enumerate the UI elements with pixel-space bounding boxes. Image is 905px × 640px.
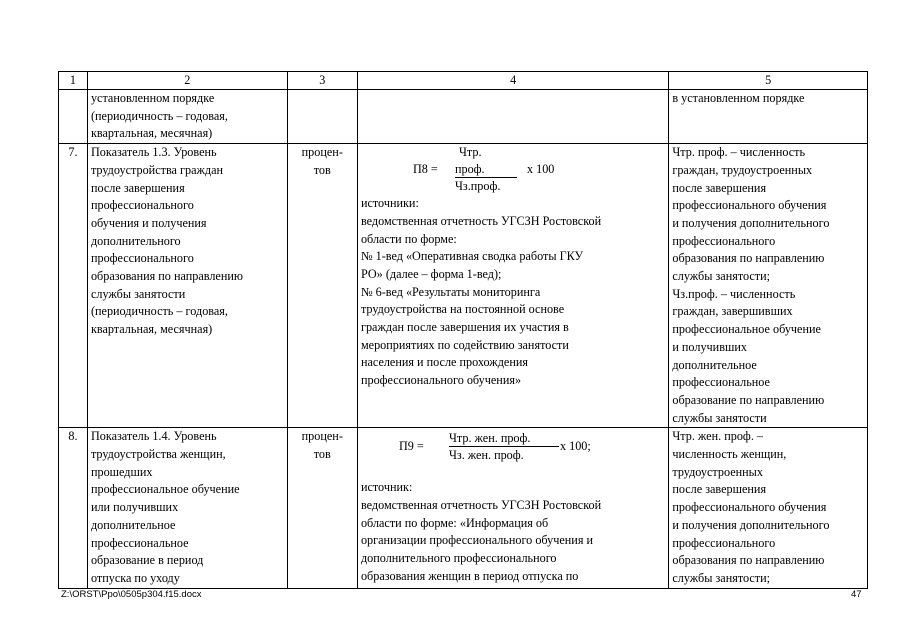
text-line: образования женщин в период отпуска по	[360, 568, 579, 583]
text-line: Чз.проф. – численность	[672, 286, 796, 301]
text-line: процен-	[301, 145, 343, 160]
text-line: образования по направлению	[672, 553, 825, 568]
text-line: области по форме:	[360, 231, 457, 246]
column-number-2: 2	[87, 72, 287, 90]
text-line: профессионального обучения	[672, 198, 827, 213]
column-number-3: 3	[287, 72, 357, 90]
text-line: профессионального обучения	[672, 500, 827, 515]
text-line: службы занятости;	[672, 570, 771, 585]
text-line: в установленном порядке	[672, 91, 805, 105]
column-number-5: 5	[669, 72, 868, 90]
method-cell	[357, 428, 668, 588]
formula-label: П9 =	[398, 439, 424, 454]
method-cell	[357, 144, 668, 428]
text-line: тов	[313, 447, 331, 462]
formula-multiplier: х 100;	[559, 439, 591, 454]
table-row-continuation	[59, 90, 868, 144]
formula-numerator: Чтр. жен. проф.	[449, 430, 559, 447]
text-line: ведомственная отчетность УГСЗН Ростовской	[360, 213, 602, 228]
text-line: области по форме: «Информация об	[360, 515, 549, 530]
formula-p9	[361, 428, 665, 479]
unit-cell	[287, 428, 357, 588]
text-line: образования по направлению	[90, 269, 243, 284]
text-line: прошедших	[90, 464, 153, 479]
text-line: (периодичность – годовая,	[90, 108, 228, 123]
text-line: отпуска по уходу	[90, 570, 180, 585]
text-line: профессионального обучения»	[360, 373, 522, 388]
text-line: и получивших	[672, 339, 747, 354]
formula-multiplier: х 100	[526, 162, 555, 177]
text-line: профессиональное	[672, 375, 770, 390]
text-line: процен-	[301, 429, 343, 444]
text-line: тов	[313, 162, 331, 177]
unit-cell	[287, 144, 357, 428]
text-line: организации профессионального обучения и	[360, 533, 593, 548]
text-line: граждан после завершения их участия в	[360, 320, 569, 335]
text-line: после завершения	[672, 482, 767, 497]
row-number-cell: 7.	[59, 144, 88, 428]
text-line: квартальная, месячная)	[90, 322, 213, 337]
text-line: № 1-вед «Оперативная сводка работы ГКУ	[360, 249, 584, 264]
text-line: граждан, трудоустроенных	[672, 162, 813, 177]
formula-label: П8 =	[412, 162, 438, 177]
text-line: Чтр. жен. проф. –	[672, 429, 764, 444]
notes-cell	[669, 90, 868, 144]
text-line: трудоустройства на постоянной основе	[360, 302, 565, 317]
text-line: профессиональное обучение	[90, 482, 240, 497]
unit-cell	[287, 90, 357, 144]
text-line: профессиональное	[90, 535, 189, 550]
text-line: после завершения	[90, 180, 185, 195]
text-line: населения и после прохождения	[360, 355, 528, 370]
table-header-row	[59, 72, 868, 90]
text-line: после завершения	[672, 180, 767, 195]
text-line: трудоустройства граждан	[90, 162, 224, 177]
text-line: трудоустроенных	[672, 464, 763, 479]
text-line: обучения и получения	[90, 215, 207, 230]
text-line: дополнительное	[90, 517, 176, 532]
formula-numerator: проф.	[455, 161, 517, 178]
formula-top-text: Чтр.	[458, 145, 482, 160]
text-line: дополнительного	[90, 233, 181, 248]
text-line: источник:	[360, 480, 413, 495]
formula-p8	[361, 144, 665, 195]
row-number-cell	[59, 90, 88, 144]
text-line: дополнительного профессионального	[360, 551, 557, 566]
text-line: Чтр. проф. – численность	[672, 145, 806, 160]
notes-cell	[669, 428, 868, 588]
text-line: службы занятости	[672, 410, 767, 425]
footer-file-path: Z:\ORST\Ppo\0505p304.f15.docx	[61, 589, 202, 600]
text-line: (периодичность – годовая,	[90, 304, 228, 319]
text-line: службы занятости;	[672, 269, 771, 284]
method-cell	[357, 90, 668, 144]
indicator-name-cell	[87, 428, 287, 588]
text-line: образование в период	[90, 553, 204, 568]
text-line: граждан, завершивших	[672, 304, 793, 319]
text-line: РО» (далее – форма 1-вед);	[360, 266, 502, 281]
text-line: образования по направлению	[672, 251, 825, 266]
footer-page-number: 47	[851, 589, 862, 600]
text-line: мероприятиях по содействию занятости	[360, 337, 569, 352]
column-number-1: 1	[59, 72, 88, 90]
text-line: профессионального	[90, 251, 194, 266]
text-line: образование по направлению	[672, 392, 825, 407]
text-line: установленном порядке	[90, 91, 215, 105]
row-number-cell: 8.	[59, 428, 88, 588]
text-line: квартальная, месячная)	[90, 126, 213, 141]
text-line: службы занятости	[90, 286, 186, 301]
indicator-table	[58, 71, 868, 589]
indicator-name-cell	[87, 90, 287, 144]
text-line: ведомственная отчетность УГСЗН Ростовской	[360, 498, 602, 513]
text-line: профессионального	[672, 233, 776, 248]
formula-denominator: Чз. жен. проф.	[448, 448, 524, 463]
table-row-8	[59, 428, 868, 588]
table-row-7	[59, 144, 868, 428]
text-line: Показатель 1.3. Уровень	[90, 145, 217, 160]
notes-cell	[669, 144, 868, 428]
text-line: или получивших	[90, 500, 179, 515]
formula-denominator: Чз.проф.	[454, 179, 501, 194]
text-line: численность женщин,	[672, 447, 787, 462]
text-line: источники:	[360, 196, 419, 211]
text-line: Показатель 1.4. Уровень	[90, 429, 217, 444]
text-line: дополнительное	[672, 357, 757, 372]
text-line: № 6-вед «Результаты мониторинга	[360, 284, 541, 299]
text-line: профессионального	[90, 198, 194, 213]
text-line: профессиональное обучение	[672, 322, 821, 337]
text-line: и получения дополнительного	[672, 215, 830, 230]
text-line: трудоустройства женщин,	[90, 447, 226, 462]
text-line: профессионального	[672, 535, 776, 550]
text-line: и получения дополнительного	[672, 517, 830, 532]
indicator-name-cell	[87, 144, 287, 428]
column-number-4: 4	[357, 72, 668, 90]
